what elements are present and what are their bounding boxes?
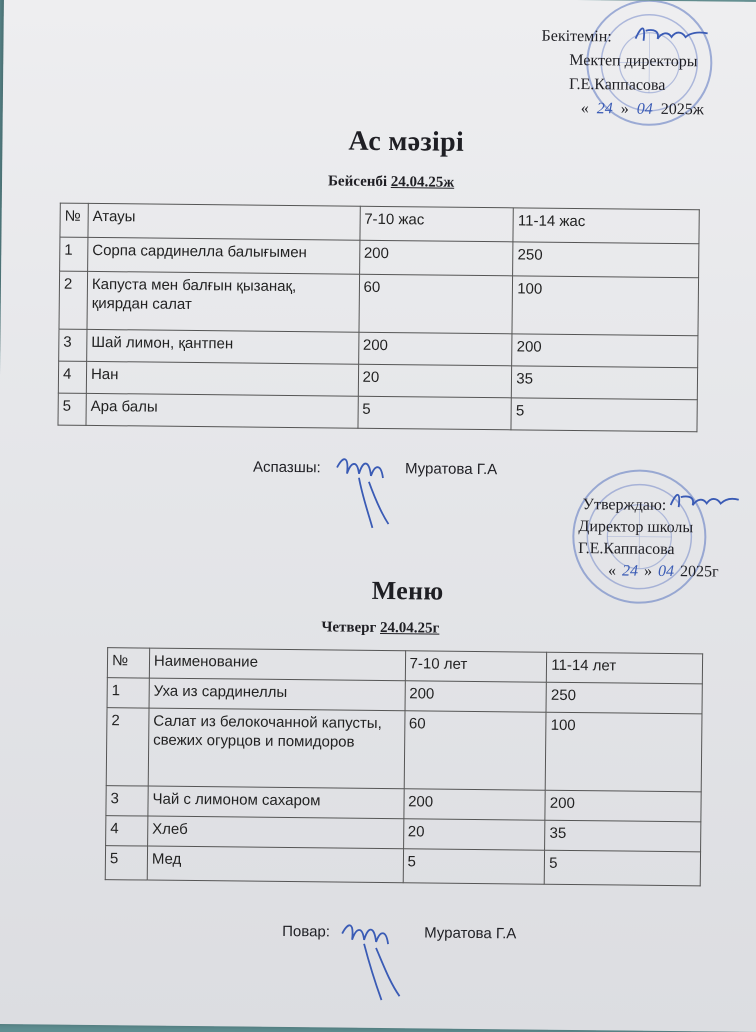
- table-row: [106, 708, 702, 792]
- row-portion-11-14: 250: [546, 682, 702, 714]
- approve-position: Мектеп директоры: [569, 51, 698, 71]
- row-portion-11-14: 100: [545, 712, 702, 792]
- director-signature-top: [631, 21, 711, 48]
- cook-signature-bottom: [333, 904, 414, 1005]
- row-portion-11-14: 5: [545, 850, 701, 886]
- director-signature-bottom: [667, 487, 743, 514]
- header-number: №: [60, 203, 88, 237]
- table-row: [58, 393, 697, 432]
- row-dish: Сорпа сардинелла балығымен: [88, 237, 360, 274]
- row-dish: Хлеб: [148, 816, 404, 849]
- approve-day: 24: [596, 100, 613, 118]
- ru-approve-date-close: »: [643, 562, 653, 580]
- cook-signature-top: [328, 437, 401, 534]
- table-row: [59, 271, 699, 336]
- row-number: 1: [107, 678, 149, 708]
- row-dish: Ара балы: [86, 393, 358, 428]
- ru-cook-name: Муратова Г.А: [424, 924, 517, 943]
- row-portion-11-14: 35: [545, 820, 701, 852]
- row-portion-7-10: 5: [358, 396, 512, 430]
- kz-title: Ас мәзірі: [348, 125, 465, 158]
- row-dish: Нан: [86, 361, 358, 396]
- row-number: 2: [106, 708, 149, 786]
- row-portion-7-10: 200: [359, 240, 513, 276]
- approve-year: 2025ж: [660, 100, 704, 119]
- row-portion-11-14: 5: [511, 398, 697, 432]
- ru-approve-day: 24: [621, 562, 639, 580]
- row-portion-7-10: 5: [403, 849, 545, 884]
- row-number: 4: [106, 816, 148, 846]
- row-portion-7-10: 60: [404, 711, 547, 790]
- ru-title: Меню: [371, 575, 444, 606]
- approve-date-close: »: [620, 100, 629, 118]
- row-dish: Уха из сардинеллы: [149, 678, 405, 711]
- ru-approve-date-open: «: [607, 562, 617, 580]
- row-dish: Мед: [147, 846, 403, 883]
- row-dish: Капуста мен балғын қызанақ, қиярдан салат: [87, 271, 359, 332]
- kz-menu-table: [57, 203, 699, 433]
- row-portion-7-10: 60: [359, 274, 513, 334]
- ru-date: 24.04.25г: [380, 619, 440, 637]
- ru-approve-month: 04: [657, 562, 675, 581]
- row-number: 5: [105, 846, 147, 880]
- row-number: 4: [58, 361, 86, 393]
- table-row: [105, 846, 700, 886]
- ru-day-name: Четверг: [321, 619, 377, 636]
- ru-approve-year: 2025г: [679, 563, 719, 581]
- row-portion-7-10: 200: [403, 789, 545, 820]
- row-portion-11-14: 35: [512, 366, 698, 400]
- approve-name: Г.Е.Каппасова: [568, 75, 666, 94]
- kz-cook-name: Муратова Г.А: [404, 460, 498, 479]
- row-number: 3: [106, 786, 148, 816]
- header-age-11-14: 11-14 лет: [547, 652, 703, 684]
- approve-label: Бекітемін:: [541, 27, 612, 46]
- row-number: 5: [58, 393, 86, 425]
- kz-cook-label: Аспазшы:: [252, 458, 321, 477]
- header-name: Наименование: [149, 648, 405, 681]
- row-dish: Шай лимон, қантпен: [87, 329, 359, 364]
- ru-approve-label: Утверждаю:: [582, 496, 667, 514]
- ru-approve-position: Директор школы: [578, 518, 694, 537]
- kz-date: 24.04.25ж: [390, 174, 455, 191]
- row-portion-11-14: 100: [512, 276, 698, 336]
- row-portion-11-14: 200: [512, 334, 698, 368]
- ru-cook-label: Повар:: [282, 922, 331, 941]
- row-number: 2: [59, 271, 88, 329]
- header-name: Атауы: [88, 203, 360, 240]
- row-portion-7-10: 200: [358, 332, 512, 366]
- approve-date-open: «: [580, 100, 589, 118]
- row-dish: Салат из белокочанной капусты, свежих огурцов и помидоров: [148, 708, 404, 789]
- row-portion-7-10: 20: [358, 364, 512, 398]
- header-age-11-14: 11-14 жас: [513, 208, 699, 244]
- header-number: №: [107, 648, 149, 678]
- row-portion-11-14: 200: [545, 790, 701, 822]
- row-portion-11-14: 250: [513, 242, 699, 278]
- row-portion-7-10: 200: [405, 681, 547, 712]
- ru-approve-name: Г.Е.Каппасова: [578, 540, 675, 559]
- approve-month: 04: [636, 100, 653, 118]
- kz-day-name: Бейсенбі: [327, 173, 388, 191]
- row-number: 3: [59, 329, 87, 361]
- ru-menu-table: [105, 647, 703, 886]
- row-dish: Чай с лимоном сахаром: [148, 786, 404, 819]
- row-portion-7-10: 20: [403, 819, 545, 850]
- header-age-7-10: 7-10 лет: [405, 651, 547, 682]
- row-number: 1: [60, 237, 88, 271]
- header-age-7-10: 7-10 жас: [360, 206, 514, 242]
